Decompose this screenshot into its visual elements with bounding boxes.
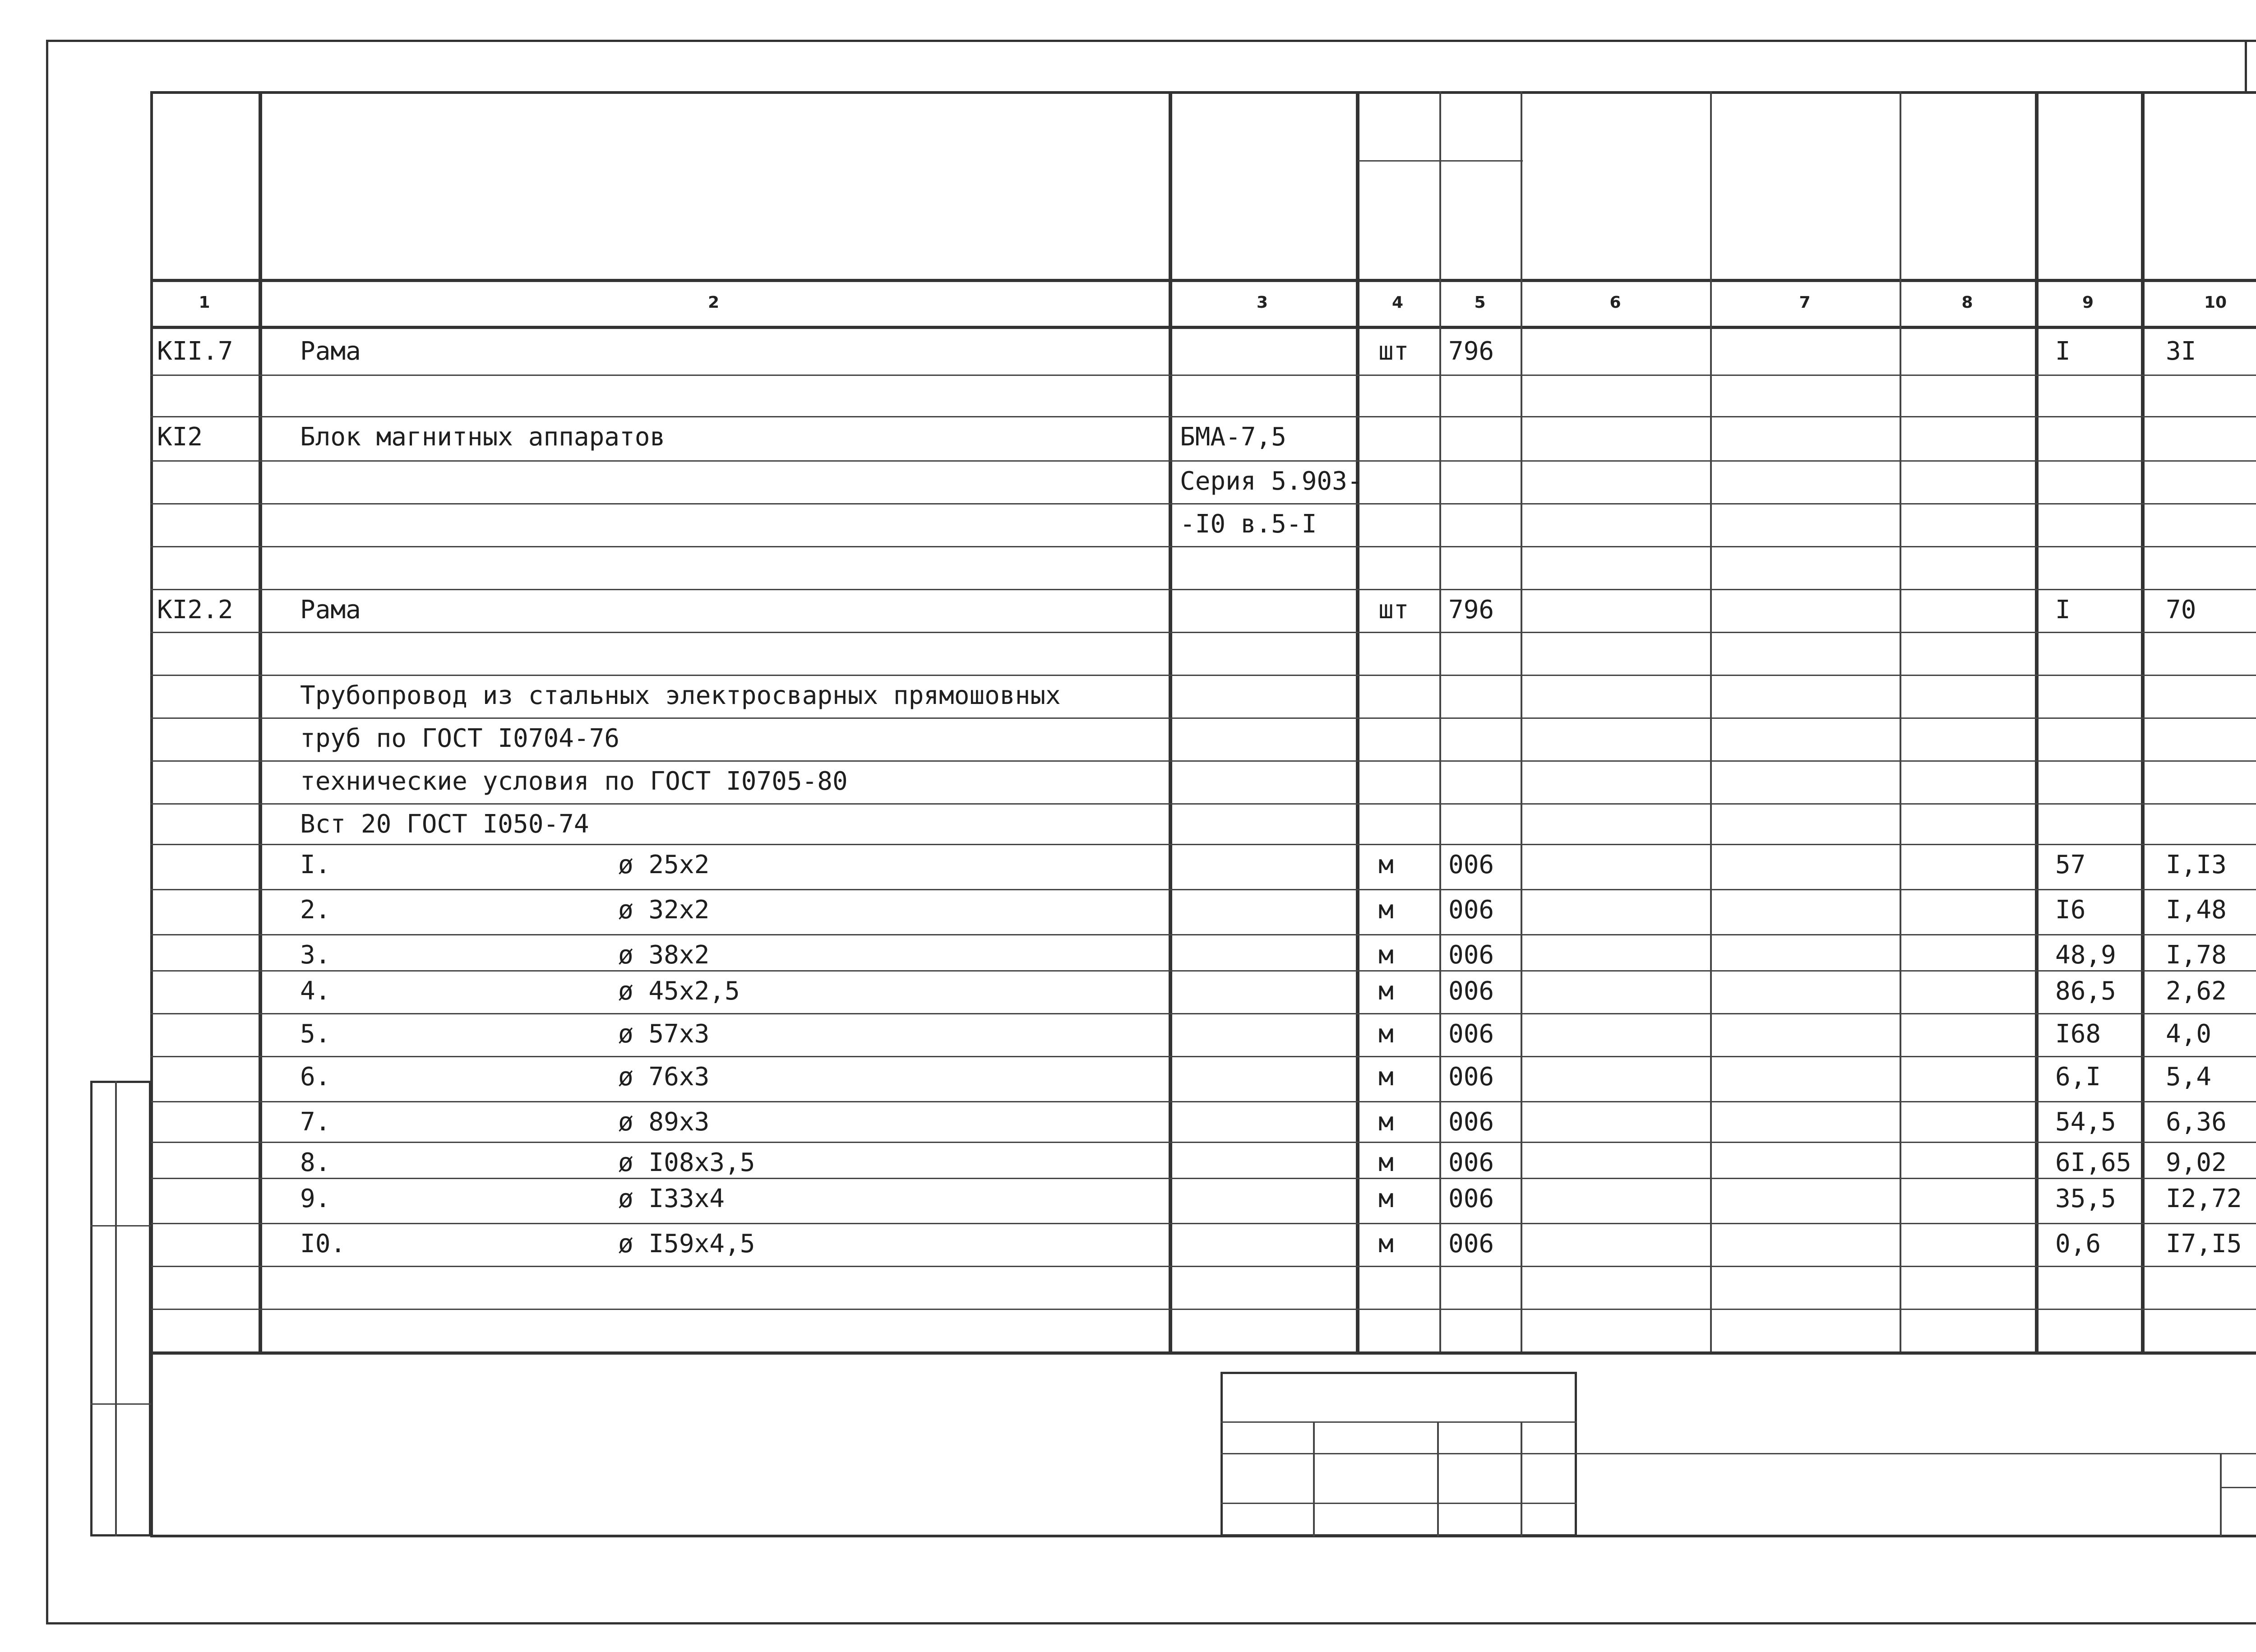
row-name: Рама bbox=[300, 595, 361, 625]
row-diameter: ø 25x2 bbox=[618, 850, 710, 879]
row-code: 006 bbox=[1448, 1148, 1494, 1177]
row-diameter: ø I33x4 bbox=[618, 1184, 725, 1213]
row-quantity: I6 bbox=[2055, 895, 2086, 925]
row-code: 006 bbox=[1448, 1019, 1494, 1049]
column-number-3: 3 bbox=[1256, 293, 1268, 312]
row-name: I0. bbox=[300, 1229, 346, 1259]
row-type: Серия 5.903- bbox=[1180, 467, 1363, 496]
row-quantity: 57 bbox=[2055, 850, 2086, 879]
row-code: 006 bbox=[1448, 940, 1494, 970]
row-unit: м bbox=[1378, 940, 1394, 970]
row-unit: шт bbox=[1378, 337, 1409, 366]
row-diameter: ø 89x3 bbox=[618, 1107, 710, 1137]
row-unit: м bbox=[1378, 1107, 1394, 1137]
column-number-6: 6 bbox=[1609, 293, 1621, 312]
row-unit: м bbox=[1378, 1229, 1394, 1259]
row-mass: 2,62 bbox=[2166, 976, 2227, 1006]
row-name: технические условия по ГОСТ I0705-80 bbox=[300, 767, 848, 796]
row-mass: I,48 bbox=[2166, 895, 2227, 925]
row-quantity: 0,6 bbox=[2055, 1229, 2101, 1259]
row-diameter: ø I59x4,5 bbox=[618, 1229, 755, 1259]
row-diameter: ø I08x3,5 bbox=[618, 1148, 755, 1177]
row-name: I. bbox=[300, 850, 331, 879]
row-code: 796 bbox=[1448, 337, 1494, 366]
row-mass: 5,4 bbox=[2166, 1062, 2212, 1092]
row-unit: м bbox=[1378, 850, 1394, 879]
row-name: 2. bbox=[300, 895, 331, 925]
row-quantity: 48,9 bbox=[2055, 940, 2116, 970]
row-unit: м bbox=[1378, 1019, 1394, 1049]
row-mass: I7,I5 bbox=[2166, 1229, 2242, 1259]
column-number-2: 2 bbox=[707, 293, 720, 312]
row-name: 6. bbox=[300, 1062, 331, 1092]
row-quantity: I bbox=[2055, 337, 2071, 366]
row-diameter: ø 57x3 bbox=[618, 1019, 710, 1049]
row-quantity: 6I,65 bbox=[2055, 1148, 2131, 1177]
row-name: 7. bbox=[300, 1107, 331, 1137]
row-unit: м bbox=[1378, 1062, 1394, 1092]
row-position: КII.7 bbox=[157, 337, 233, 366]
row-mass: 70 bbox=[2166, 595, 2196, 625]
row-code: 006 bbox=[1448, 1062, 1494, 1092]
row-code: 006 bbox=[1448, 1229, 1494, 1259]
row-name: Рама bbox=[300, 337, 361, 366]
row-diameter: ø 32x2 bbox=[618, 895, 710, 925]
column-number-8: 8 bbox=[1961, 293, 1973, 312]
row-mass: 6,36 bbox=[2166, 1107, 2227, 1137]
row-code: 006 bbox=[1448, 1184, 1494, 1213]
row-name: 9. bbox=[300, 1184, 331, 1213]
row-diameter: ø 76x3 bbox=[618, 1062, 710, 1092]
row-code: 796 bbox=[1448, 595, 1494, 625]
row-quantity: 6,I bbox=[2055, 1062, 2101, 1092]
row-unit: м bbox=[1378, 1184, 1394, 1213]
row-unit: м bbox=[1378, 1148, 1394, 1177]
column-number-9: 9 bbox=[2082, 293, 2094, 312]
row-position: КI2 bbox=[157, 422, 203, 452]
row-name: труб по ГОСТ I0704-76 bbox=[300, 724, 620, 753]
row-quantity: 54,5 bbox=[2055, 1107, 2116, 1137]
column-number-7: 7 bbox=[1799, 293, 1811, 312]
row-quantity: I68 bbox=[2055, 1019, 2101, 1049]
row-mass: I,78 bbox=[2166, 940, 2227, 970]
row-unit: м bbox=[1378, 976, 1394, 1006]
row-code: 006 bbox=[1448, 976, 1494, 1006]
row-name: Вст 20 ГОСТ I050-74 bbox=[300, 810, 589, 839]
row-diameter: ø 38x2 bbox=[618, 940, 710, 970]
row-name: 4. bbox=[300, 976, 331, 1006]
row-quantity: 86,5 bbox=[2055, 976, 2116, 1006]
row-name: Блок магнитных аппаратов bbox=[300, 422, 666, 452]
row-name: Трубопровод из стальных электросварных прямошовных bbox=[300, 681, 1061, 710]
column-number-10: 10 bbox=[2204, 293, 2227, 312]
column-number-1: 1 bbox=[199, 293, 210, 312]
row-mass: 9,02 bbox=[2166, 1148, 2227, 1177]
row-diameter: ø 45x2,5 bbox=[618, 976, 740, 1006]
column-number-4: 4 bbox=[1392, 293, 1404, 312]
row-name: 3. bbox=[300, 940, 331, 970]
row-type: -I0 в.5-I bbox=[1180, 509, 1317, 539]
row-position: КI2.2 bbox=[157, 595, 233, 625]
row-mass: I,I3 bbox=[2166, 850, 2227, 879]
row-mass: 3I bbox=[2166, 337, 2196, 366]
row-mass: 4,0 bbox=[2166, 1019, 2212, 1049]
row-unit: м bbox=[1378, 895, 1394, 925]
row-name: 5. bbox=[300, 1019, 331, 1049]
row-mass: I2,72 bbox=[2166, 1184, 2242, 1213]
row-code: 006 bbox=[1448, 895, 1494, 925]
row-name: 8. bbox=[300, 1148, 331, 1177]
row-quantity: I bbox=[2055, 595, 2071, 625]
row-quantity: 35,5 bbox=[2055, 1184, 2116, 1213]
page-number-box bbox=[2245, 40, 2247, 91]
row-code: 006 bbox=[1448, 1107, 1494, 1137]
row-code: 006 bbox=[1448, 850, 1494, 879]
row-unit: шт bbox=[1378, 595, 1409, 625]
column-number-5: 5 bbox=[1474, 293, 1486, 312]
row-type: БМА-7,5 bbox=[1180, 422, 1287, 452]
